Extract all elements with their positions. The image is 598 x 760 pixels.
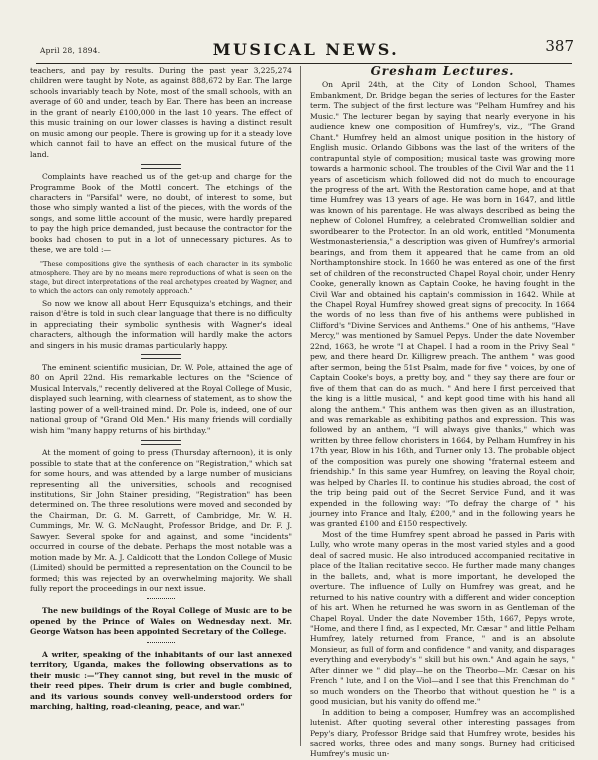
article-paragraph: Complaints have reached us of the get-up and charge for the Programme Book of the Mottl concert. The etchings of the characters in "Parsifal" were, no doubt, of interest to some, but those who simply wanted a list of the pieces, with the words of the songs, and some little account of the music, were hardly prepared to pay the high price demanded, just because the contractor for the books had chosen to put in a lot of unnecessary pictures. As to these, we are told :— bbox=[30, 172, 292, 255]
article-paragraph: On April 24th, at the City of London School, Thames Embankment, Dr. Bridge began the series of lectures for the Easter term. The subject of the first lecture was "Pelham Humfrey and his Music." The lecturer began by saying that nearly everyone in his audience knew one composition of Humfrey's, viz., "The Grand Chant." Humfrey held an almost unique position in the history of English music. Orlando Gibbons was the last of the writers of the contrapuntal style of composition; musical taste was growing more towards a harmonic school. The troubles of the Civil War and the 11 years of asceticism which followed did not do much to encourage the progress of the art. With the Restoration came hope, and at that time Humfrey was 13 years of age. He was born in 1647, and little was known of his parentage. He was always described as being the nephew of Colonel Humfrey, a celebrated Cromwellian soldier and swordbearer to the Protector. In an old work, entitled "Monumenta Westmonasteriensia," a description was given of Humfrey's armorial bearings, and from them it appeared that he came from an old Northamptonshire stock. In 1660 he was entered as one of the first set of children of the reconstructed Chapel Royal choir, under Henry Cooke, generally known as Captain Cooke, he having fought in the Civil War and obtained his captain's commission in 1642. While at the Chapel Royal Humfrey showed great signs of precocity. In 1664 the words of no less than five of his anthems were published in Clifford's "Divine Services and Anthems." One of his anthems, "Have Mercy," was mentioned by Samuel Pepys. Under the date November 22nd, 1663, he wrote "I at Chapel. I had a room in the Privy Seal " pew, and there heard Dr. Killigrew preach. The anthem " was good after sermon, being the 51st Psalm, made for five " voices, by one of Captain Cooke's boys, a pretty boy, and " they say there are four or five of them that can do as much. " And here I first perceived that the king is a little musical, " and kept good time with his hand all along the anthem." This anthem was then given as an illustration, and was remarkable as exhibiting pathos and expression. This was followed by an anthem, "I will always give thanks," which was written by three fellow choristers in 1664, by Pelham Humfrey in his 17th year, Blow in his 16th, and Turner only 13. The probable object of the composition was purely one showing "fraternal esteem and friendship." In this same year Humfrey, on leaving the Royal choir, was helped by Charles II. to continue his studies abroad, the cost of the trip being paid out of the Secret Service Fund, and it was expended in the following way: "To defray the charge of " his journey into France and Italy, £200," and in the following years he was granted £100 and £150 respectively. bbox=[310, 80, 575, 529]
article-paragraph: So now we know all about Herr Equsquiza's etchings, and their raison d'être is told in such clear language that there is no difficulty in appreciating their symbolic synthesis with Wagner's ideal characters, although the information will hardly make the actors and singers in his music dramas particularly happy. bbox=[30, 298, 292, 350]
left-column bbox=[30, 66, 292, 713]
article-paragraph: Most of the time Humfrey spent abroad he passed in Paris with Lully, who wrote many operas in the most varied styles and a good deal of sacred music. He also introduced accompanied recitative in place of the Italian recitative secco. He further made many changes in the ballets, and, what is more important, he developed the overture. The influence of Lully on Humfrey was great, and he returned to his native country with a different and wider conception of his art. When he returned he was sworn in as Gentleman of the Chapel Royal. Under the date November 15th, 1667, Pepys wrote, "Home, and there I find, as I expected, Mr. Cæsar " and little Pelham Humfrey, lately returned from France, " and is an absolute Monsieur, as full of form and confidence " and vanity, and disparages everything and everybody's " skill but his own." And again he says, " After dinner we " did play—he on the Theorbo—Mr. Cæsar on his French " lute, and I on the Viol—and I see that this Frenchman do " so much wonders on the Theorbo that without question he " is a good musician, but his vanity do offend me." bbox=[310, 529, 575, 707]
quotation: "These compositions give the synthesis of each character in its symbolic atmosphere. They are by no means mere reproductions of what is seen on the stage, but direct interpretations of the real archetypes created by Wagner, and to which the actors can only remotely approach." bbox=[30, 259, 292, 295]
right-column bbox=[310, 66, 575, 760]
section-separator bbox=[30, 594, 292, 606]
section-heading: Gresham Lectures. bbox=[370, 64, 515, 78]
section-separator bbox=[30, 638, 292, 650]
header-date: April 28, 1894. bbox=[40, 46, 101, 55]
article-paragraph: At the moment of going to press (Thursday afternoon), it is only possible to state that at the conference on "Registration," which sat for some hours, and was attended by a large number of musicians representing all the universities, schools and recognised institutions, Sir John Stainer presiding, "Registration" has been determined on. The three resolutions were moved and seconded by the Chairman, Dr. G. M. Garrett, of Cambridge, Mr. W. H. Cummings, Mr. W. G. McNaught, Professor Bridge, and Dr. F. J. Sawyer. Several spoke for and against, and some "incidents" occurred in course of the debate. Perhaps the most notable was a motion made by Mr. A. J. Caldicott that the London College of Music (Limited) should be permitted a representation on the Council to be formed; this was rejected by an overwhelming majority. We shall fully report the proceedings in our next issue. bbox=[30, 448, 292, 594]
article-paragraph: In addition to being a composer, Humfrey was an accomplished lutenist. After quoting several other interesting passages from Pepy's diary, Professor Bridge said that Humfrey wrote, besides his sacred works, three odes and many songs. Burney had criticised Humfrey's music un- bbox=[310, 707, 575, 759]
page-number: 387 bbox=[545, 37, 574, 55]
masthead-title: MUSICAL NEWS. bbox=[212, 40, 400, 59]
article-paragraph: A writer, speaking of the inhabitants of our last annexed territory, Uganda, makes the following observations as to their music :—"They cannot sing, but revel in the music of their reed pipes. Their drum is crier and bugle combined, and its various sounds convey well-understood orders for marching, halting, road-cleaning, peace, and war." bbox=[30, 649, 292, 712]
article-paragraph: The new buildings of the Royal College of Music are to be opened by the Prince of Wales on Wednesday next. Mr. George Watson has been appointed Secretary of the College. bbox=[30, 606, 292, 637]
section-separator bbox=[30, 351, 292, 363]
section-separator bbox=[30, 160, 292, 172]
section-separator bbox=[30, 436, 292, 448]
column-divider bbox=[300, 66, 301, 746]
article-paragraph: The eminent scientific musician, Dr. W. Pole, attained the age of 80 on April 22nd. His remarkable lectures on the "Science of Musical Intervals," recently delivered at the Royal College of Music, displayed such learning, with clearness of statement, as to show the lasting power of a well-trained mind. Dr. Pole is, indeed, one of our national group of "Grand Old Men." His many friends will cordially wish him "many happy returns of his birthday." bbox=[30, 362, 292, 435]
page-header bbox=[36, 37, 574, 62]
article-paragraph: teachers, and pay by results. During the past year 3,225,274 children were taught by Note, as against 888,672 by Ear. The large schools invariably teach by Note, most of the small schools, with an average of 60 and under, teach by Ear. There has been an increase in the grant of nearly £100,000 in the last 10 years. The effect of this music training on our lower classes is having a distinct result on music among our people. There is growing up for it a steady love which cannot fail to have an effect on the musical future of the land. bbox=[30, 66, 292, 159]
